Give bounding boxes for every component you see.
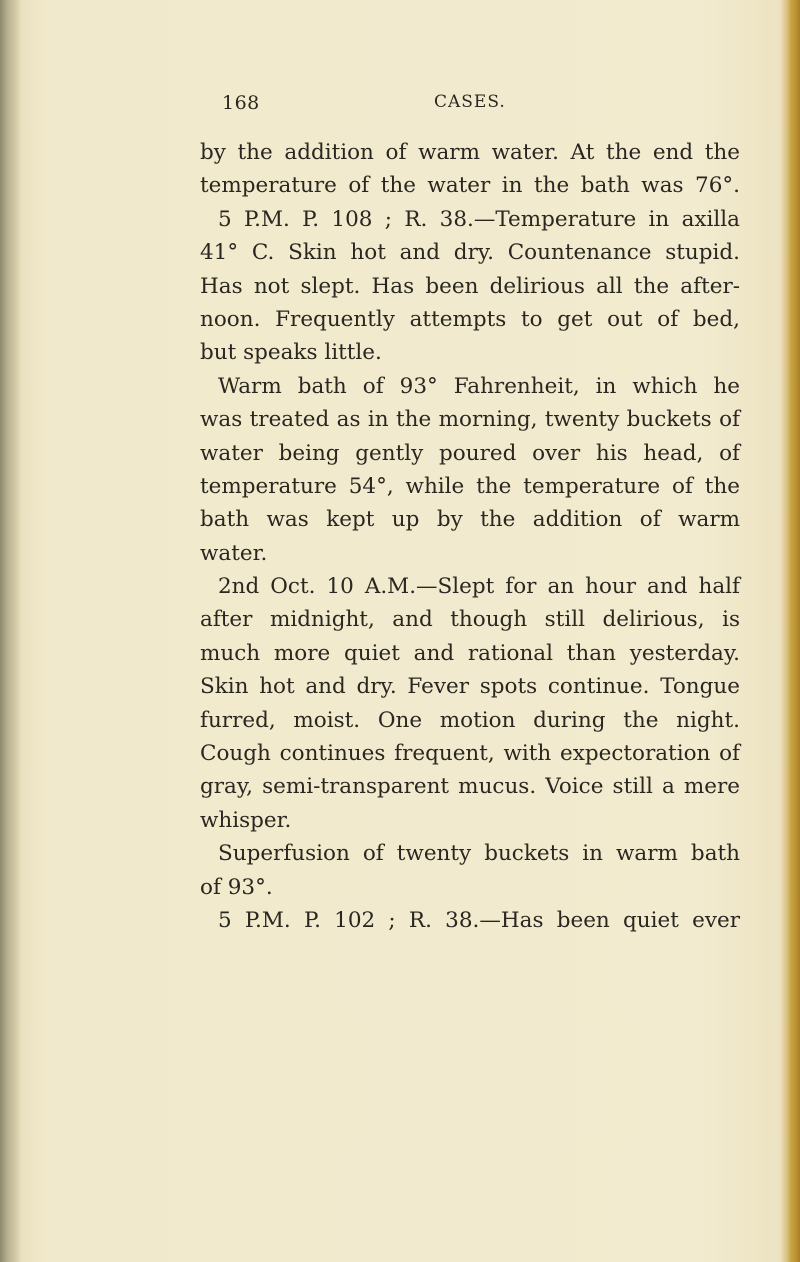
running-head: CASES. — [434, 92, 506, 112]
page-number: 168 — [222, 92, 260, 114]
text-line: after midnight, and though still delirious, is — [200, 607, 740, 633]
body-text — [200, 136, 740, 937]
text-line: 5 P.M. P. 102 ; R. 38.—Has been quiet ever — [218, 907, 740, 933]
page-gutter-shadow — [0, 0, 22, 1262]
text-line: gray, semi-transparent mucus. Voice still a mere — [200, 774, 740, 800]
text-line: but speaks little. — [200, 340, 382, 366]
text-line: was treated as in the morning, twenty buckets of — [200, 407, 740, 433]
text-line: Superfusion of twenty buckets in warm bath — [218, 841, 740, 867]
text-line: water. — [200, 540, 268, 566]
text-line: Skin hot and dry. Fever spots continue. Tongue — [200, 674, 740, 700]
text-line: whisper. — [200, 807, 292, 833]
text-line: bath was kept up by the addition of warm — [200, 507, 740, 533]
text-line: by the addition of warm water. At the end the — [200, 140, 740, 165]
page-edge — [788, 0, 800, 1262]
text-line: 2nd Oct. 10 A.M.—Slept for an hour and half — [218, 574, 740, 600]
page-header — [222, 92, 522, 120]
text-line: Has not slept. Has been delirious all the after- — [200, 273, 740, 299]
text-line: water being gently poured over his head, of — [200, 440, 740, 466]
text-line: Warm bath of 93° Fahrenheit, in which he — [218, 373, 740, 399]
text-line: 5 P.M. P. 108 ; R. 38.—Temperature in axilla — [218, 206, 740, 232]
text-line: temperature 54°, while the temperature of the — [200, 473, 740, 499]
text-line: 41° C. Skin hot and dry. Countenance stupid. — [200, 240, 740, 266]
text-line: Cough continues frequent, with expectoration of — [200, 741, 740, 767]
text-line: noon. Frequently attempts to get out of bed, — [200, 306, 740, 332]
text-line: temperature of the water in the bath was 76°. — [200, 173, 740, 199]
text-line: furred, moist. One motion during the night. — [200, 707, 740, 733]
text-line: of 93°. — [200, 874, 273, 900]
text-line: much more quiet and rational than yesterday. — [200, 640, 740, 666]
